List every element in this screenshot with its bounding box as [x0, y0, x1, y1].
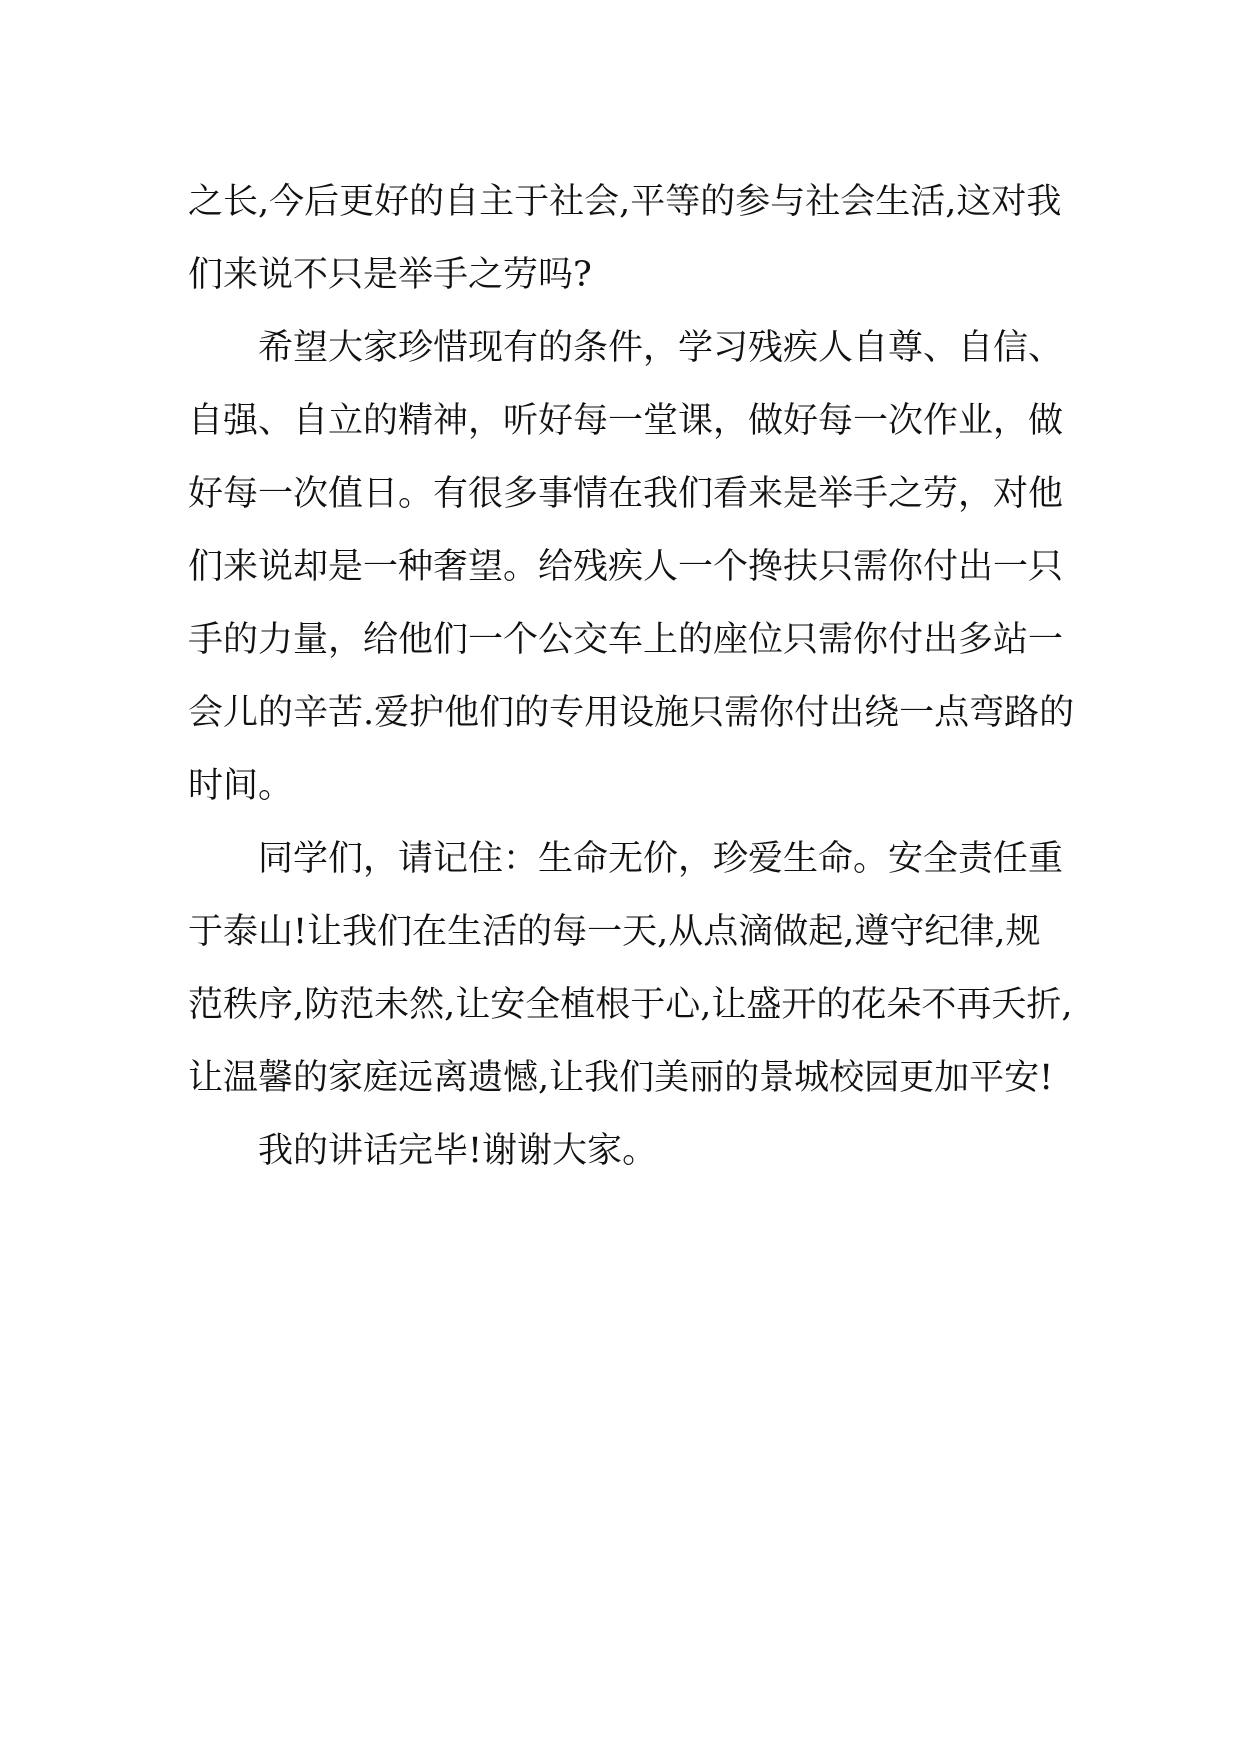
- text-line-10: 同学们，请记住：生命无价，珍爱生命。安全责任重: [258, 839, 1064, 879]
- text-line-8: 会儿的辛苦.爱护他们的专用设施只需你付出绕一点弯路的: [188, 693, 1075, 733]
- text-line-4: 自强、自立的精神，听好每一堂课，做好每一次作业，做: [188, 401, 1064, 441]
- text-line-11: 于泰山!让我们在生活的每一天,从点滴做起,遵守纪律,规: [188, 912, 1041, 952]
- text-line-7: 手的力量，给他们一个公交车上的座位只需你付出多站一: [188, 620, 1064, 660]
- speech-text: [188, 166, 1075, 1188]
- text-line-5: 好每一次值日。有很多事情在我们看来是举手之劳，对他: [188, 474, 1064, 514]
- text-line-6: 们来说却是一种奢望。给残疾人一个搀扶只需你付出一只: [188, 547, 1064, 587]
- text-line-12: 范秩序,防范未然,让安全植根于心,让盛开的花朵不再夭折,: [188, 985, 1073, 1025]
- text-line-1: 之长,今后更好的自主于社会,平等的参与社会生活,这对我: [188, 182, 1062, 222]
- text-line-13: 让温馨的家庭远离遗憾,让我们美丽的景城校园更加平安!: [188, 1058, 1054, 1098]
- text-line-3: 希望大家珍惜现有的条件，学习残疾人自尊、自信、: [258, 328, 1064, 368]
- text-line-2: 们来说不只是举手之劳吗?: [188, 255, 592, 295]
- text-line-14: 我的讲话完毕!谢谢大家。: [258, 1131, 658, 1171]
- text-line-9: 时间。: [188, 766, 294, 806]
